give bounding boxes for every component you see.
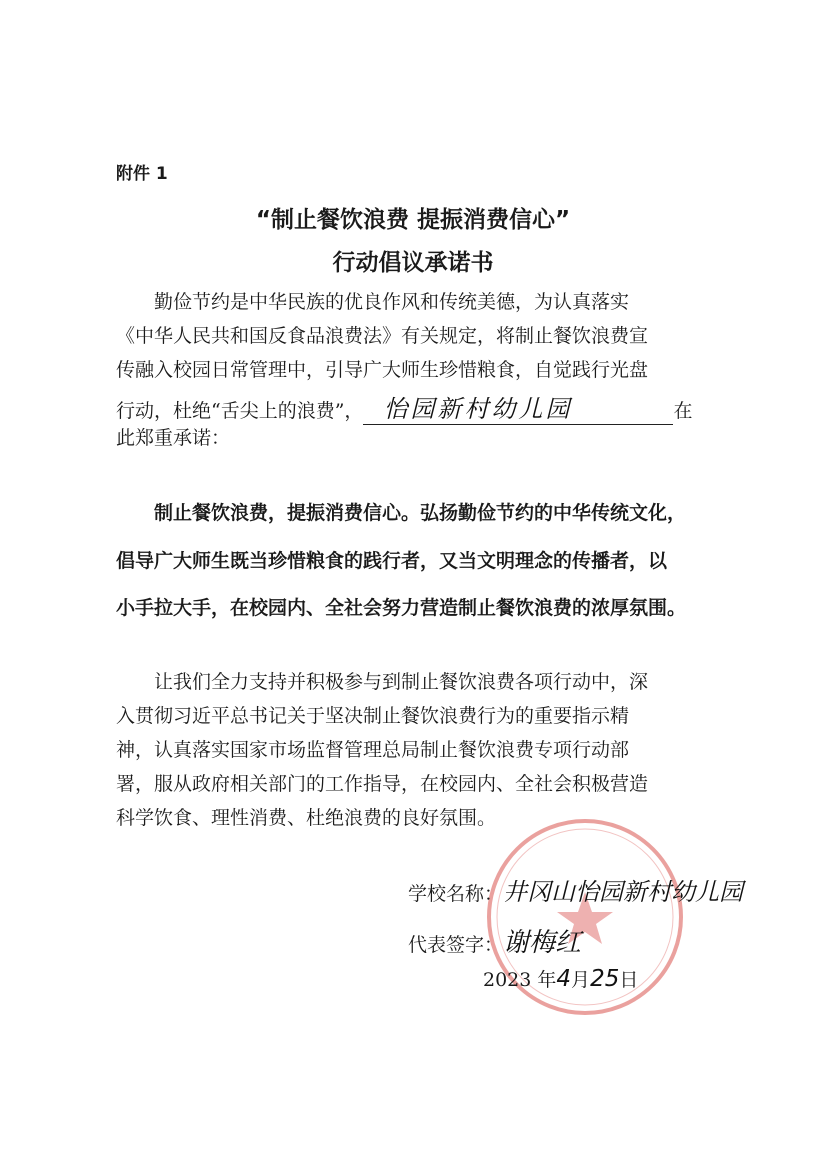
attachment-label: 附件 1 (116, 164, 168, 184)
para2-line3: 小手拉大手，在校园内、全社会努力营造制止餐饮浪费的浓厚氛围。 (116, 597, 687, 619)
document-title-line1: “制止餐饮浪费 提振消费信心” (255, 207, 571, 233)
para1-line4 (116, 389, 732, 425)
para1-line2: 《中华人民共和国反食品浪费法》有关规定，将制止餐饮浪费宣 (116, 325, 649, 347)
para3-line4: 署，服从政府相关部门的工作指导，在校园内、全社会积极营造 (116, 773, 649, 795)
para3-line3: 神，认真落实国家市场监督管理总局制止餐饮浪费专项行动部 (116, 739, 630, 761)
school-name-signature: 井冈山怡园新村幼儿园 (503, 878, 744, 906)
para3-line5: 科学饮食、理性消费、杜绝浪费的良好氛围。 (116, 807, 497, 829)
date-month-handwritten: 4 (556, 966, 572, 992)
date-month-label: 月 (571, 969, 591, 991)
para3-line1: 让我们全力支持并积极参与到制止餐饮浪费各项行动中，深 (154, 671, 649, 693)
school-name-label: 学校名称： (408, 883, 504, 905)
school-name-row (408, 872, 788, 907)
representative-label: 代表签字： (408, 934, 504, 956)
para1-line1: 勤俭节约是中华民族的优良作风和传统美德，为认真落实 (154, 291, 630, 313)
para1-line3: 传融入校园日常管理中，引导广大师生珍惜粮食，自觉践行光盘 (116, 359, 649, 381)
date-day-handwritten: 25 (590, 966, 620, 992)
para3-line2: 入贯彻习近平总书记关于坚决制止餐饮浪费行为的重要指示精 (116, 705, 630, 727)
representative-signature: 谢梅红 (503, 928, 582, 958)
date-row (483, 965, 703, 992)
document-title-line2: 行动倡议承诺书 (332, 250, 494, 276)
para1-line4-text: 行动，杜绝“舌尖上的浪费”， (116, 400, 364, 422)
representative-row (408, 922, 708, 959)
para2-line1: 制止餐饮浪费，提振消费信心。弘扬勤俭节约的中华传统文化， (154, 502, 687, 524)
school-name-blank (363, 389, 673, 425)
para2-line2: 倡导广大师生既当珍惜粮食的践行者，又当文明理念的传播者，以 (116, 550, 668, 572)
para1-line4-end: 在 (673, 400, 693, 422)
date-year: 2023 年 (483, 969, 557, 991)
para1-line5: 此郑重承诺： (116, 427, 231, 449)
date-day-label: 日 (619, 969, 639, 991)
handwritten-school-name: 怡园新村幼儿园 (383, 395, 573, 423)
